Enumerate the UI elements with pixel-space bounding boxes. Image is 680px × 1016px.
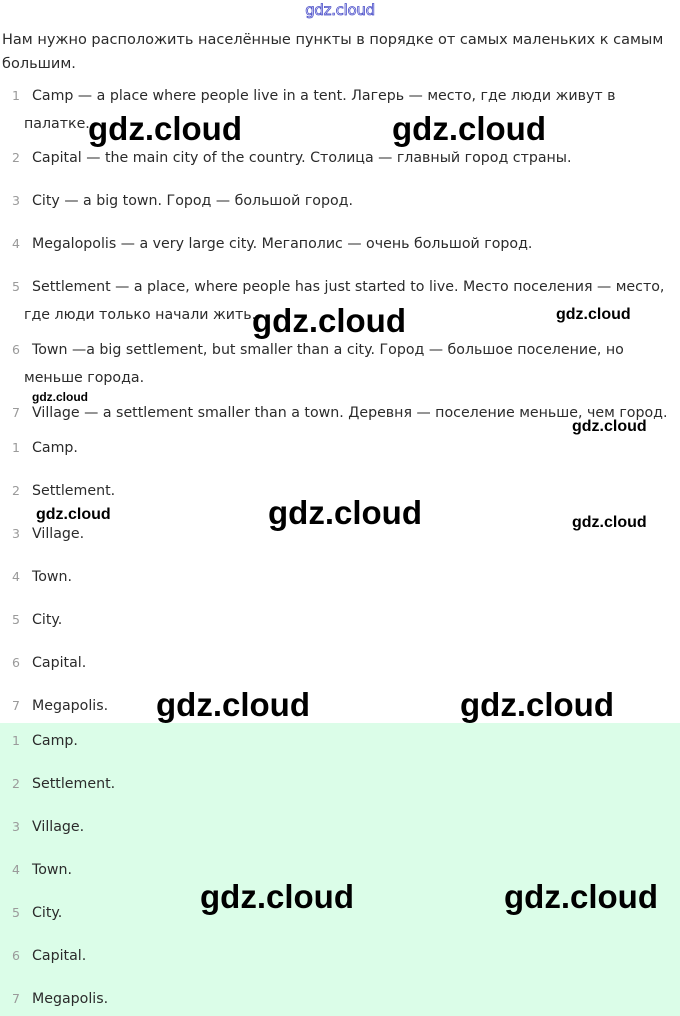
item-text: Capital. xyxy=(32,655,87,671)
item-text: Megapolis. xyxy=(32,698,109,714)
item-text: Camp. xyxy=(32,733,78,749)
item-number: 6 xyxy=(12,342,20,357)
item-number: 6 xyxy=(12,948,20,963)
item-number: 3 xyxy=(12,193,20,208)
watermark: gdz.cloud xyxy=(252,302,406,339)
item-text: Settlement. xyxy=(32,483,116,499)
item-number: 5 xyxy=(12,279,20,294)
watermark: gdz.cloud xyxy=(200,878,354,915)
item-text: Settlement — a place, where people has just started to live. Место поселения — место, где люди только начали жить. xyxy=(24,279,665,323)
item-number: 5 xyxy=(12,612,20,627)
watermark: gdz.cloud xyxy=(32,390,88,404)
item-text: Village. xyxy=(32,526,85,542)
watermark: gdz.cloud xyxy=(392,110,546,147)
watermark: gdz.cloud xyxy=(504,878,658,915)
item-number: 6 xyxy=(12,655,20,670)
item-number: 2 xyxy=(12,150,20,165)
item-text: Town. xyxy=(32,862,73,878)
item-number: 7 xyxy=(12,991,20,1006)
item-text: Village. xyxy=(32,819,85,835)
item-number: 5 xyxy=(12,905,20,920)
item-number: 2 xyxy=(12,776,20,791)
definition-item xyxy=(0,336,680,392)
item-number: 4 xyxy=(12,236,20,251)
item-text: Camp. xyxy=(32,440,78,456)
watermark: gdz.cloud xyxy=(572,418,647,435)
watermark: gdz.cloud xyxy=(268,494,422,531)
item-text: Megalopolis — a very large city. Мегаполис — очень большой город. xyxy=(32,236,533,252)
item-text: City. xyxy=(32,905,63,921)
item-number: 4 xyxy=(12,569,20,584)
task-intro: Нам нужно расположить населённые пункты в порядке от самых маленьких к самым большим. xyxy=(2,32,664,72)
site-logo[interactable]: gdz.cloud xyxy=(305,1,375,19)
item-number: 1 xyxy=(12,88,20,103)
item-number: 3 xyxy=(12,526,20,541)
watermark: gdz.cloud xyxy=(36,506,111,523)
item-number: 7 xyxy=(12,405,20,420)
watermark: gdz.cloud xyxy=(88,110,242,147)
item-text: Town. xyxy=(32,569,73,585)
item-number: 7 xyxy=(12,698,20,713)
watermark: gdz.cloud xyxy=(572,514,647,531)
watermark: gdz.cloud xyxy=(460,686,614,723)
watermark: gdz.cloud xyxy=(156,686,310,723)
watermark: gdz.cloud xyxy=(556,306,631,323)
item-text: Town —a big settlement, but smaller than a city. Город — большое поселение, но меньше города. xyxy=(24,342,624,386)
item-number: 1 xyxy=(12,733,20,748)
item-text: Village — a settlement smaller than a town. Деревня — поселение меньше, чем город. xyxy=(32,405,668,421)
item-text: Settlement. xyxy=(32,776,116,792)
item-number: 1 xyxy=(12,440,20,455)
item-text: Megapolis. xyxy=(32,991,109,1007)
item-number: 2 xyxy=(12,483,20,498)
item-text: City. xyxy=(32,612,63,628)
item-text: Capital — the main city of the country. Столица — главный город страны. xyxy=(32,150,572,166)
item-number: 4 xyxy=(12,862,20,877)
item-number: 3 xyxy=(12,819,20,834)
item-text: Capital. xyxy=(32,948,87,964)
item-text: City — a big town. Город — большой город. xyxy=(32,193,353,209)
item-text: Camp — a place where people live in a tent. Лагерь — место, где люди живут в палатке. xyxy=(24,88,616,132)
